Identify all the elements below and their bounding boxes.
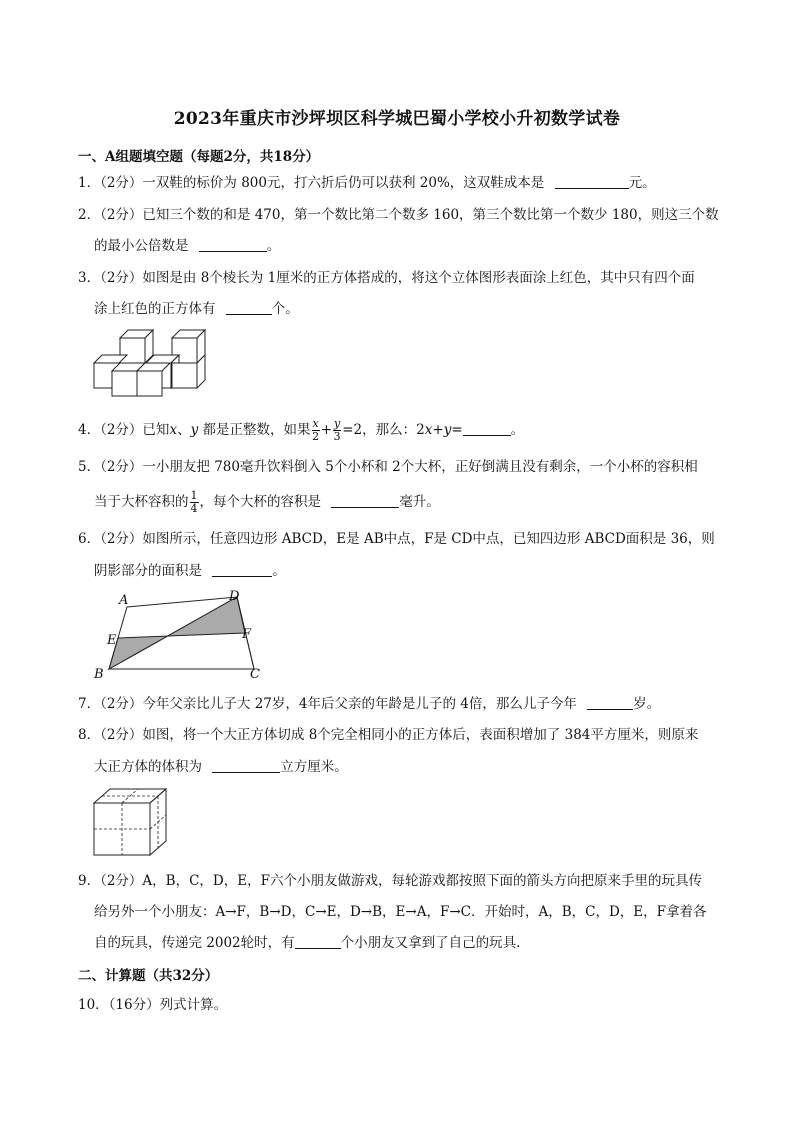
question-2-text: 2．（2分）已知三个数的和是 470，第一个数比第二个数多 160，第三个数比第一个数少 180，则这三个数 [78, 207, 719, 223]
fraction-x-over-2 [312, 418, 320, 443]
var-x: x [424, 422, 433, 438]
question-3 [78, 269, 695, 287]
question-2-line-2 [94, 237, 280, 255]
question-8-text-2: 大正方体的体积为 [94, 759, 202, 775]
question-3-text: 3．（2分）如图是由 8个棱长为 1厘米的正方体搭成的，将这个立体图形表面涂上红色，其中只有四个面 [78, 270, 695, 286]
question-3-unit: 个。 [271, 301, 299, 317]
var-y: y [190, 422, 199, 438]
numerator: 1 [190, 489, 198, 502]
label-b: B [94, 667, 104, 682]
question-6 [78, 530, 715, 548]
question-6-end: 。 [272, 563, 286, 579]
equals-sign: = [451, 422, 463, 438]
question-2-end: 。 [266, 238, 281, 254]
question-9-line-2 [94, 903, 707, 921]
var-x: x [169, 422, 178, 438]
denominator: 4 [190, 502, 198, 515]
question-1 [78, 174, 656, 192]
fraction-one-quarter [190, 490, 199, 515]
question-6-text: 6．（2分）如图所示，任意四边形 ABCD，E是 AB中点，F是 CD中点，已知四边形 ABCD面积是 36，则 [78, 531, 715, 547]
question-1-unit: 元。 [628, 175, 656, 191]
question-9-line-3 [94, 934, 530, 952]
question-5 [78, 458, 698, 476]
label-e: E [107, 633, 117, 648]
answer-blank[interactable] [199, 237, 267, 252]
denominator: 3 [333, 430, 341, 443]
question-6-text-2: 阴影部分的面积是 [94, 563, 202, 579]
label-f: F [242, 627, 252, 642]
denominator: 2 [312, 430, 320, 443]
question-4-text: 4．（2分）已知 [78, 422, 170, 438]
fraction-y-over-3 [333, 418, 341, 443]
cube-stack-figure [90, 326, 220, 396]
question-4-text-2: 都是正整数，如果 [202, 422, 311, 438]
question-7-text: 7．（2分）今年父亲比儿子大 27岁，4年后父亲的年龄是儿子的 4倍，那么儿子今年 [78, 696, 577, 712]
section-2-heading: 二、计算题（共32分） [78, 968, 219, 984]
answer-blank[interactable] [212, 758, 280, 773]
question-8-line-2 [94, 758, 348, 776]
question-4-end: 。 [510, 422, 525, 438]
cut-cube-figure [90, 786, 170, 860]
label-d: D [229, 589, 240, 604]
section-1-heading: 一、A组题填空题（每题2分，共18分） [78, 149, 320, 165]
numerator: x [312, 417, 319, 430]
question-9 [78, 872, 702, 890]
answer-blank[interactable] [463, 421, 511, 436]
question-6-line-2 [94, 562, 286, 580]
label-a: A [119, 593, 129, 608]
question-8-text: 8．（2分）如图，将一个大正方体切成 8个完全相同小的正方体后，表面积增加了 384平方厘米，则原来 [78, 727, 699, 743]
question-8-unit: 立方厘米。 [280, 759, 348, 775]
question-2 [78, 206, 719, 224]
var-y: y [443, 422, 452, 438]
question-5-text-3: ，每个大杯的容积是 [199, 494, 321, 510]
answer-blank[interactable] [331, 493, 399, 508]
question-5-line-2 [94, 490, 440, 515]
question-10-text: 10．（16分）列式计算。 [78, 997, 228, 1013]
quadrilateral-figure [90, 588, 275, 683]
question-4 [78, 418, 524, 443]
plus-sign: + [320, 422, 333, 438]
plus-sign: + [432, 422, 444, 438]
answer-blank[interactable] [555, 174, 629, 189]
question-7-unit: 岁。 [633, 696, 661, 712]
answer-blank[interactable] [295, 934, 341, 949]
question-5-text-2: 当于大杯容积的 [94, 494, 189, 510]
question-9-text-3: 自的玩具，传递完 2002轮时，有 [94, 935, 295, 951]
question-8 [78, 726, 698, 744]
answer-blank[interactable] [226, 300, 272, 315]
question-3-line-2 [94, 300, 299, 318]
question-5-unit: 毫升。 [399, 494, 440, 510]
answer-blank[interactable] [212, 562, 272, 577]
question-2-text-2: 的最小公倍数是 [94, 238, 189, 254]
label-c: C [250, 667, 260, 682]
question-9-text-4: 个小朋友又拿到了自己的玩具． [340, 935, 530, 951]
page-title: 2023年重庆市沙坪坝区科学城巴蜀小学校小升初数学试卷 [173, 109, 621, 129]
numerator: y [334, 417, 341, 430]
question-9-text-2: 给另外一个小朋友：A→F，B→D，C→E，D→B，E→A，F→C．开始时，A，B，C，D，E，F拿着各 [94, 904, 707, 920]
question-9-text: 9．（2分）A，B，C，D，E，F六个小朋友做游戏，每轮游戏都按照下面的箭头方向把原来手里的玩具传 [78, 873, 702, 889]
shaded-region [109, 597, 245, 669]
question-10 [78, 996, 227, 1014]
separator: 、 [177, 422, 191, 438]
question-7 [78, 695, 660, 713]
answer-blank[interactable] [587, 695, 633, 710]
question-3-text-2: 涂上红色的正方体有 [94, 301, 216, 317]
question-1-text: 1．（2分）一双鞋的标价为 800元，打六折后仍可以获利 20%，这双鞋成本是 [78, 175, 545, 191]
question-4-text-3: =2，那么：2 [342, 422, 425, 438]
question-5-text: 5．（2分）一小朋友把 780毫升饮料倒入 5个小杯和 2个大杯，正好倒满且没有剩余，一个小杯的容积相 [78, 459, 698, 475]
